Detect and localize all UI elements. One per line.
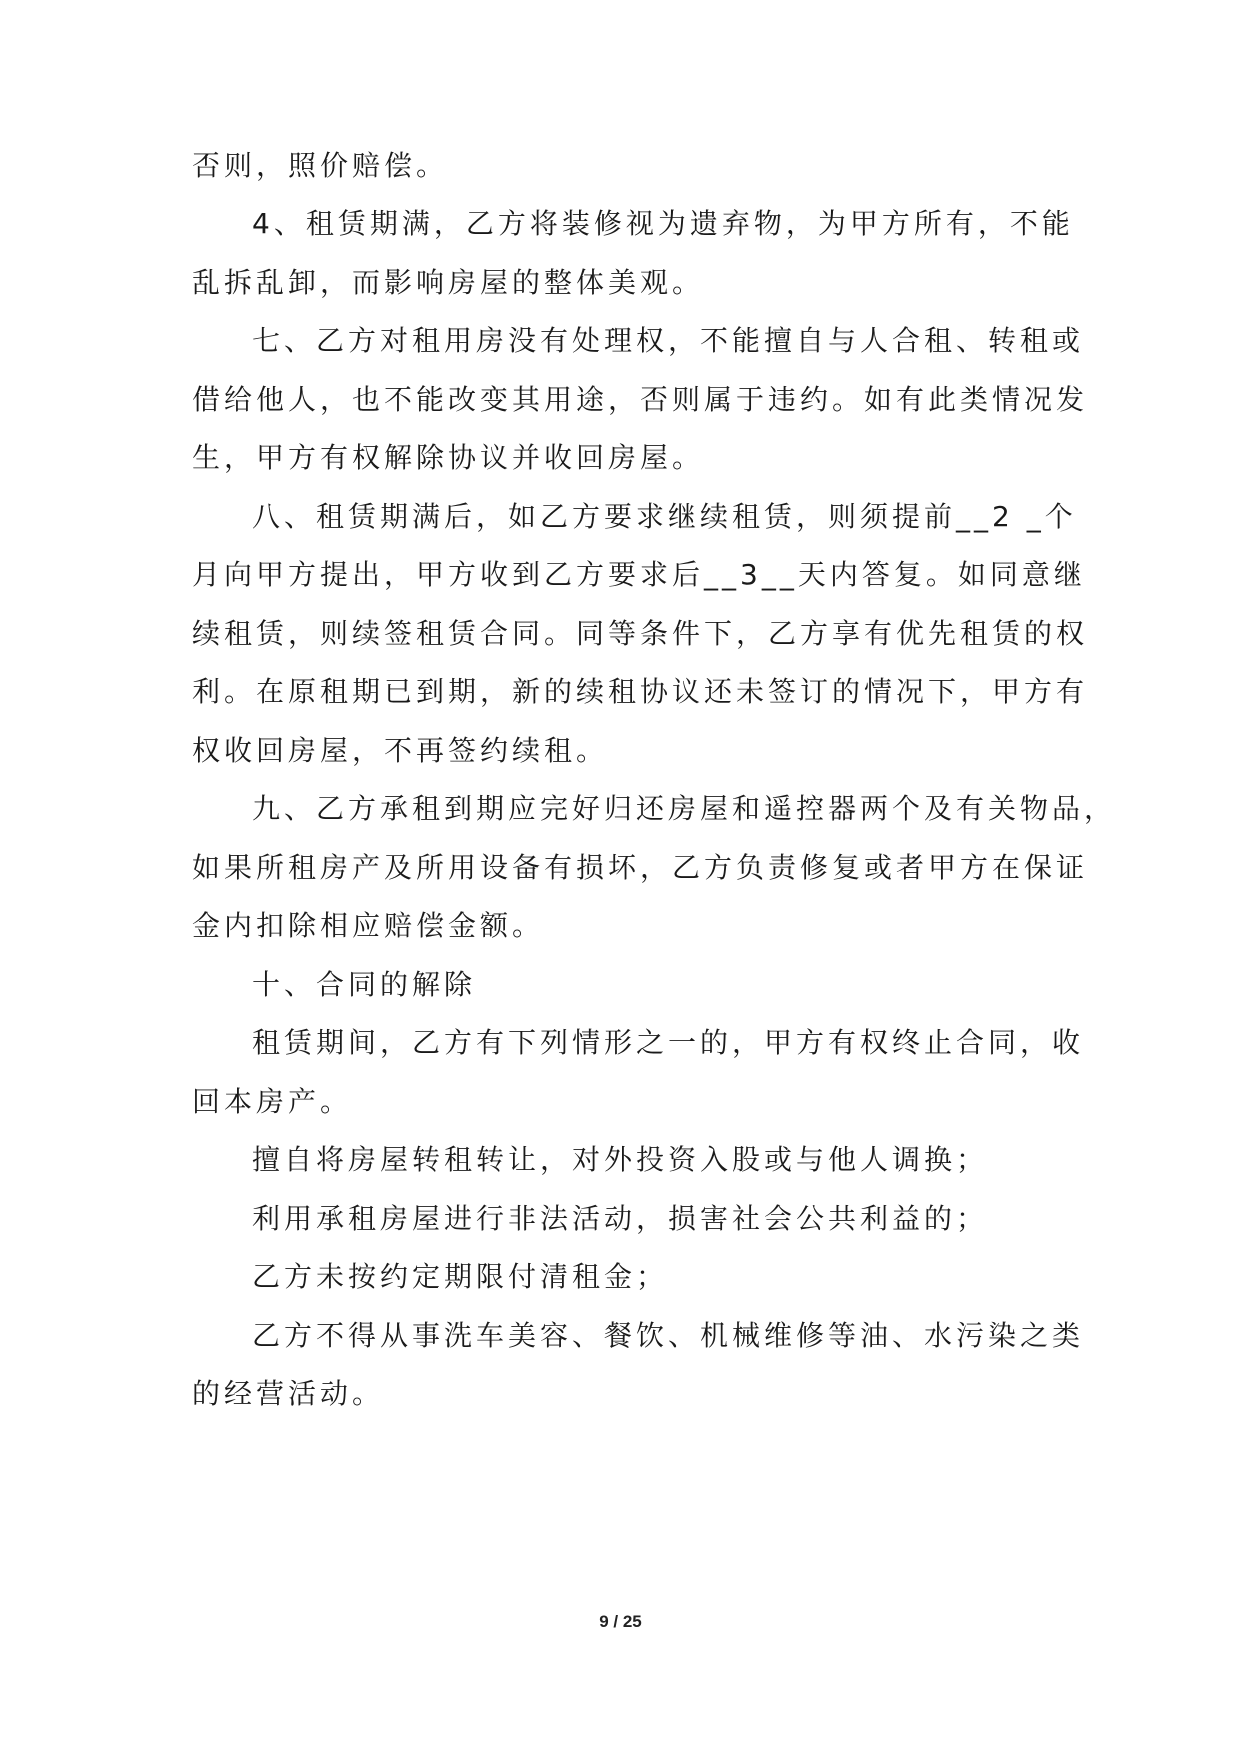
text-line: 如果所租房产及所用设备有损坏，乙方负责修复或者甲方在保证 [192,851,1089,884]
text-line: 租赁期间，乙方有下列情形之一的，甲方有权终止合同，收 [252,1026,1085,1059]
list-item: 乙方未按约定期限付清租金； [252,1260,669,1293]
text-line: 生，甲方有权解除协议并收回房屋。 [192,441,705,474]
section-heading: 十、合同的解除 [252,968,477,1001]
text-line: 借给他人，也不能改变其用途，否则属于违约。如有此类情况发 [192,383,1089,416]
text-line: 回本房产。 [192,1085,353,1118]
list-item: 擅自将房屋转租转让，对外投资入股或与他人调换； [252,1143,989,1176]
text-line: 权收回房屋，不再签约续租。 [192,734,609,767]
text-line: 月向甲方提出，甲方收到乙方要求后__3__天内答复。如同意继 [192,558,1086,591]
page-number: 9 / 25 [599,1612,642,1631]
list-item: 乙方不得从事洗车美容、餐饮、机械维修等油、水污染之类 [252,1319,1085,1352]
list-item: 利用承租房屋进行非法活动，损害社会公共利益的； [252,1202,989,1235]
text-line: 利。在原租期已到期，新的续租协议还未签订的情况下，甲方有 [192,675,1089,708]
text-line: 乱拆乱卸，而影响房屋的整体美观。 [192,266,705,299]
text-line: 续租赁，则续签租赁合同。同等条件下，乙方享有优先租赁的权 [192,617,1089,650]
text-line: 否则，照价赔偿。 [192,149,449,182]
text-line: 七、乙方对租用房没有处理权，不能擅自与人合租、转租或 [252,324,1085,357]
text-line: 的经营活动。 [192,1377,385,1410]
text-line: 金内扣除相应赔偿金额。 [192,909,545,942]
text-line: 九、乙方承租到期应完好归还房屋和遥控器两个及有关物品， [252,792,1117,825]
text-line: 4、租赁期满，乙方将装修视为遗弃物，为甲方所有，不能 [252,207,1074,240]
text-line: 八、租赁期满后，如乙方要求继续租赁，则须提前__2 _个 [252,500,1077,533]
